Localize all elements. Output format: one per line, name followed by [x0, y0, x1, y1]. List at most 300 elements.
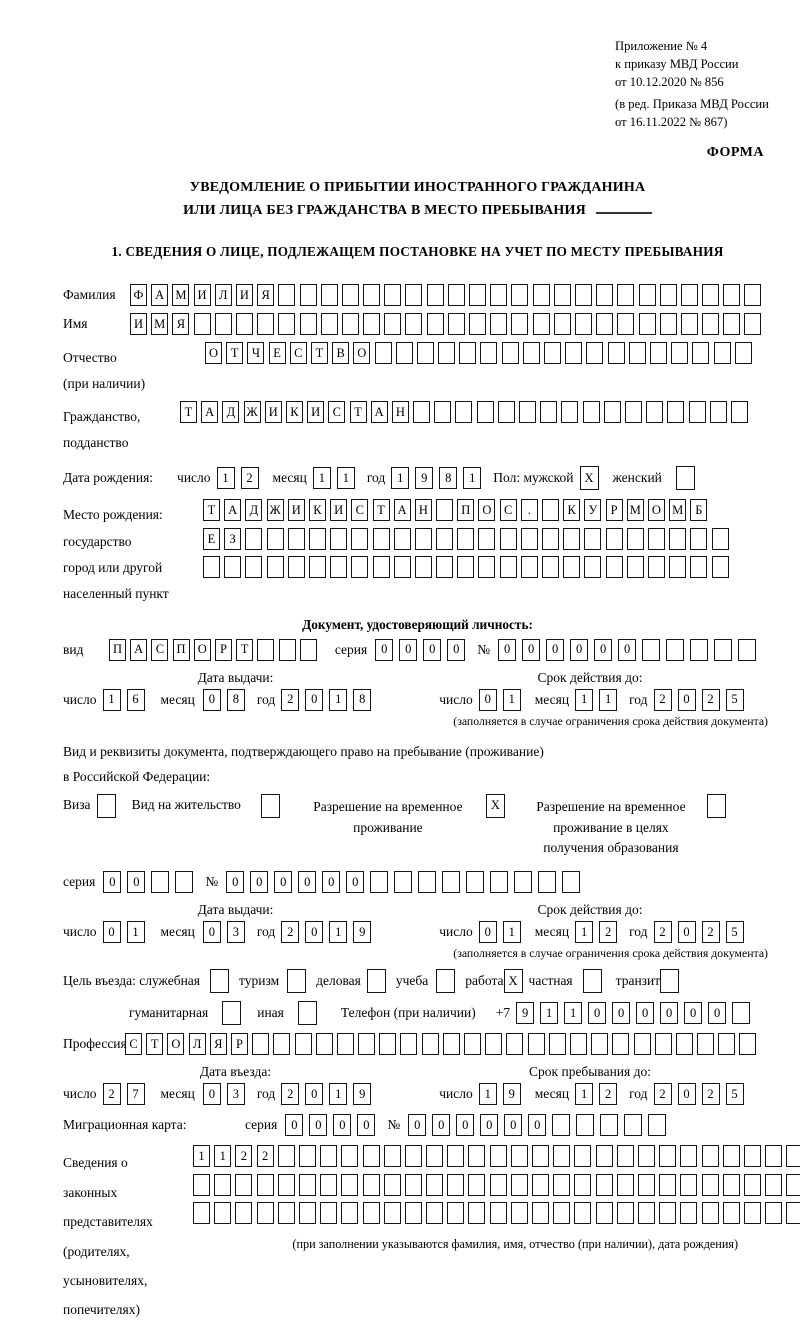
char-cell[interactable] [490, 1174, 507, 1196]
char-cell[interactable] [278, 1202, 295, 1224]
char-cell[interactable] [561, 401, 578, 423]
char-cell[interactable] [744, 284, 761, 306]
char-cell[interactable] [532, 1174, 549, 1196]
char-cell[interactable] [540, 401, 557, 423]
char-cell[interactable]: 0 [618, 639, 636, 661]
char-cell[interactable] [627, 528, 644, 550]
char-cell[interactable] [434, 401, 451, 423]
char-cell[interactable]: 1 [329, 1083, 347, 1105]
char-cell[interactable]: 2 [241, 467, 259, 489]
char-cell[interactable]: . [521, 499, 538, 521]
char-cell[interactable]: А [130, 639, 147, 661]
char-cell[interactable] [278, 313, 295, 335]
char-cell[interactable] [533, 284, 550, 306]
char-cell[interactable] [193, 1174, 210, 1196]
char-cell[interactable]: 0 [498, 639, 516, 661]
char-cell[interactable] [447, 1202, 464, 1224]
char-cell[interactable] [245, 556, 262, 578]
char-cell[interactable] [584, 556, 601, 578]
char-cell[interactable] [405, 1202, 422, 1224]
char-cell[interactable]: 9 [503, 1083, 521, 1105]
char-cell[interactable] [659, 1202, 676, 1224]
char-cell[interactable] [490, 1202, 507, 1224]
char-cell[interactable] [600, 1114, 618, 1136]
char-cell[interactable] [575, 284, 592, 306]
char-cell[interactable]: Д [245, 499, 262, 521]
char-cell[interactable] [367, 969, 386, 993]
char-cell[interactable]: И [307, 401, 324, 423]
char-cell[interactable]: 1 [103, 689, 121, 711]
char-cell[interactable] [538, 871, 556, 893]
char-cell[interactable]: 0 [333, 1114, 351, 1136]
char-cell[interactable] [257, 639, 274, 661]
char-cell[interactable] [659, 1145, 676, 1167]
char-cell[interactable] [415, 556, 432, 578]
char-cell[interactable]: Т [226, 342, 243, 364]
char-cell[interactable] [617, 313, 634, 335]
char-cell[interactable] [490, 313, 507, 335]
char-cell[interactable]: 0 [103, 921, 121, 943]
char-cell[interactable]: И [288, 499, 305, 521]
char-cell[interactable]: 2 [257, 1145, 274, 1167]
char-cell[interactable] [351, 556, 368, 578]
char-cell[interactable] [570, 1033, 587, 1055]
char-cell[interactable] [639, 313, 656, 335]
char-cell[interactable] [731, 401, 748, 423]
char-cell[interactable]: 0 [203, 689, 221, 711]
char-cell[interactable]: 0 [636, 1002, 654, 1024]
char-cell[interactable]: 0 [678, 1083, 696, 1105]
char-cell[interactable] [702, 1202, 719, 1224]
char-cell[interactable] [235, 1202, 252, 1224]
char-cell[interactable] [676, 1033, 693, 1055]
char-cell[interactable] [606, 528, 623, 550]
char-cell[interactable] [457, 528, 474, 550]
char-cell[interactable]: 7 [127, 1083, 145, 1105]
char-cell[interactable] [436, 969, 455, 993]
char-cell[interactable] [394, 871, 412, 893]
char-cell[interactable] [532, 1145, 549, 1167]
char-cell[interactable] [714, 639, 732, 661]
char-cell[interactable]: К [563, 499, 580, 521]
char-cell[interactable] [575, 313, 592, 335]
char-cell[interactable] [563, 556, 580, 578]
char-cell[interactable] [606, 556, 623, 578]
char-cell[interactable] [373, 528, 390, 550]
char-cell[interactable] [612, 1033, 629, 1055]
char-cell[interactable] [426, 1145, 443, 1167]
char-cell[interactable] [257, 1202, 274, 1224]
char-cell[interactable]: О [478, 499, 495, 521]
char-cell[interactable] [384, 313, 401, 335]
char-cell[interactable]: С [351, 499, 368, 521]
char-cell[interactable]: Р [606, 499, 623, 521]
char-cell[interactable]: Ч [247, 342, 264, 364]
char-cell[interactable] [542, 556, 559, 578]
char-cell[interactable] [214, 1174, 231, 1196]
char-cell[interactable] [660, 284, 677, 306]
char-cell[interactable] [553, 1202, 570, 1224]
char-cell[interactable] [554, 284, 571, 306]
char-cell[interactable] [681, 284, 698, 306]
char-cell[interactable]: А [371, 401, 388, 423]
char-cell[interactable]: 1 [329, 921, 347, 943]
char-cell[interactable] [457, 556, 474, 578]
char-cell[interactable]: Я [172, 313, 189, 335]
char-cell[interactable] [552, 1114, 570, 1136]
char-cell[interactable] [521, 556, 538, 578]
char-cell[interactable]: С [500, 499, 517, 521]
char-cell[interactable] [723, 1174, 740, 1196]
char-cell[interactable]: 0 [522, 639, 540, 661]
char-cell[interactable]: Н [392, 401, 409, 423]
char-cell[interactable]: М [669, 499, 686, 521]
char-cell[interactable]: 1 [217, 467, 235, 489]
char-cell[interactable]: 2 [702, 921, 720, 943]
char-cell[interactable] [511, 284, 528, 306]
char-cell[interactable] [468, 1202, 485, 1224]
char-cell[interactable] [634, 1033, 651, 1055]
char-cell[interactable]: 1 [575, 921, 593, 943]
char-cell[interactable] [316, 1033, 333, 1055]
char-cell[interactable] [744, 1145, 761, 1167]
char-cell[interactable] [295, 1033, 312, 1055]
char-cell[interactable] [193, 1202, 210, 1224]
char-cell[interactable] [765, 1145, 782, 1167]
char-cell[interactable]: Т [373, 499, 390, 521]
char-cell[interactable] [646, 401, 663, 423]
char-cell[interactable] [574, 1174, 591, 1196]
char-cell[interactable] [739, 1033, 756, 1055]
char-cell[interactable] [786, 1202, 800, 1224]
char-cell[interactable] [427, 284, 444, 306]
char-cell[interactable] [744, 1174, 761, 1196]
char-cell[interactable] [650, 342, 667, 364]
char-cell[interactable] [468, 1145, 485, 1167]
char-cell[interactable] [765, 1174, 782, 1196]
char-cell[interactable] [542, 528, 559, 550]
char-cell[interactable]: А [201, 401, 218, 423]
char-cell[interactable] [418, 871, 436, 893]
char-cell[interactable] [617, 1202, 634, 1224]
char-cell[interactable] [648, 556, 665, 578]
char-cell[interactable]: 1 [540, 1002, 558, 1024]
char-cell[interactable] [363, 1174, 380, 1196]
char-cell[interactable]: 0 [588, 1002, 606, 1024]
char-cell[interactable]: С [151, 639, 168, 661]
char-cell[interactable] [502, 342, 519, 364]
char-cell[interactable]: С [328, 401, 345, 423]
char-cell[interactable] [384, 1174, 401, 1196]
char-cell[interactable] [554, 313, 571, 335]
char-cell[interactable] [394, 556, 411, 578]
char-cell[interactable]: 1 [463, 467, 481, 489]
char-cell[interactable]: Л [189, 1033, 206, 1055]
char-cell[interactable] [625, 401, 642, 423]
char-cell[interactable]: 2 [599, 1083, 617, 1105]
char-cell[interactable] [786, 1174, 800, 1196]
char-cell[interactable] [330, 528, 347, 550]
char-cell[interactable]: 0 [203, 921, 221, 943]
char-cell[interactable] [477, 401, 494, 423]
char-cell[interactable]: 2 [702, 1083, 720, 1105]
char-cell[interactable] [490, 284, 507, 306]
char-cell[interactable] [583, 969, 602, 993]
char-cell[interactable] [342, 284, 359, 306]
char-cell[interactable]: 0 [309, 1114, 327, 1136]
char-cell[interactable]: Ж [267, 499, 284, 521]
char-cell[interactable]: 1 [575, 689, 593, 711]
char-cell[interactable]: 0 [375, 639, 393, 661]
char-cell[interactable] [638, 1174, 655, 1196]
char-cell[interactable]: Т [146, 1033, 163, 1055]
char-cell[interactable]: 0 [305, 689, 323, 711]
char-cell[interactable]: 0 [408, 1114, 426, 1136]
char-cell[interactable] [320, 1174, 337, 1196]
char-cell[interactable] [442, 871, 460, 893]
char-cell[interactable]: 1 [214, 1145, 231, 1167]
char-cell[interactable]: Т [236, 639, 253, 661]
char-cell[interactable]: Я [257, 284, 274, 306]
char-cell[interactable]: 1 [503, 921, 521, 943]
char-cell[interactable]: 0 [127, 871, 145, 893]
char-cell[interactable] [549, 1033, 566, 1055]
char-cell[interactable]: 1 [313, 467, 331, 489]
char-cell[interactable] [689, 401, 706, 423]
char-cell[interactable] [363, 313, 380, 335]
char-cell[interactable] [175, 871, 193, 893]
char-cell[interactable] [500, 528, 517, 550]
char-cell[interactable] [744, 313, 761, 335]
char-cell[interactable] [320, 1145, 337, 1167]
char-cell[interactable] [478, 528, 495, 550]
char-cell[interactable]: 0 [479, 689, 497, 711]
char-cell[interactable]: 3 [227, 1083, 245, 1105]
char-cell[interactable] [273, 1033, 290, 1055]
char-cell[interactable]: 0 [594, 639, 612, 661]
char-cell[interactable] [426, 1174, 443, 1196]
char-cell[interactable]: П [457, 499, 474, 521]
char-cell[interactable] [553, 1145, 570, 1167]
char-cell[interactable]: 6 [127, 689, 145, 711]
char-cell[interactable] [533, 313, 550, 335]
char-cell[interactable]: О [648, 499, 665, 521]
char-cell[interactable] [245, 528, 262, 550]
char-cell[interactable] [671, 342, 688, 364]
char-cell[interactable]: 0 [678, 689, 696, 711]
char-cell[interactable]: Е [203, 528, 220, 550]
char-cell[interactable]: А [394, 499, 411, 521]
char-cell[interactable] [222, 1001, 241, 1025]
char-cell[interactable]: 2 [654, 921, 672, 943]
char-cell[interactable] [702, 313, 719, 335]
char-cell[interactable] [660, 969, 679, 993]
char-cell[interactable] [459, 342, 476, 364]
char-cell[interactable] [443, 1033, 460, 1055]
char-cell[interactable]: П [109, 639, 126, 661]
char-cell[interactable] [203, 556, 220, 578]
char-cell[interactable] [279, 639, 296, 661]
char-cell[interactable] [257, 1174, 274, 1196]
char-cell[interactable]: 1 [193, 1145, 210, 1167]
char-cell[interactable]: Р [215, 639, 232, 661]
char-cell[interactable]: С [125, 1033, 142, 1055]
char-cell[interactable] [417, 342, 434, 364]
char-cell[interactable] [413, 401, 430, 423]
char-cell[interactable] [436, 528, 453, 550]
char-cell[interactable]: 1 [503, 689, 521, 711]
char-cell[interactable] [563, 528, 580, 550]
char-cell[interactable]: 2 [281, 1083, 299, 1105]
char-cell[interactable] [680, 1202, 697, 1224]
char-cell[interactable] [532, 1202, 549, 1224]
char-cell[interactable]: Т [350, 401, 367, 423]
char-cell[interactable] [309, 556, 326, 578]
char-cell[interactable]: 1 [391, 467, 409, 489]
char-cell[interactable] [469, 313, 486, 335]
char-cell[interactable]: И [330, 499, 347, 521]
char-cell[interactable] [584, 528, 601, 550]
char-cell[interactable]: 0 [528, 1114, 546, 1136]
char-cell[interactable] [712, 556, 729, 578]
char-cell[interactable]: 2 [599, 921, 617, 943]
char-cell[interactable] [714, 342, 731, 364]
char-cell[interactable]: К [286, 401, 303, 423]
char-cell[interactable]: Т [180, 401, 197, 423]
char-cell[interactable] [299, 1202, 316, 1224]
char-cell[interactable] [384, 284, 401, 306]
char-cell[interactable] [278, 1174, 295, 1196]
char-cell[interactable]: 0 [305, 1083, 323, 1105]
char-cell[interactable] [468, 1174, 485, 1196]
char-cell[interactable] [511, 1174, 528, 1196]
char-cell[interactable] [702, 1145, 719, 1167]
char-cell[interactable] [642, 639, 660, 661]
char-cell[interactable] [648, 1114, 666, 1136]
char-cell[interactable]: 9 [415, 467, 433, 489]
char-cell[interactable] [490, 871, 508, 893]
char-cell[interactable] [215, 313, 232, 335]
char-cell[interactable]: Т [203, 499, 220, 521]
char-cell[interactable]: Я [210, 1033, 227, 1055]
char-cell[interactable]: 0 [322, 871, 340, 893]
char-cell[interactable] [405, 1174, 422, 1196]
char-cell[interactable] [617, 284, 634, 306]
char-cell[interactable] [608, 342, 625, 364]
char-cell[interactable] [490, 1145, 507, 1167]
char-cell[interactable] [669, 556, 686, 578]
char-cell[interactable] [363, 1202, 380, 1224]
char-cell[interactable]: 0 [684, 1002, 702, 1024]
char-cell[interactable] [680, 1145, 697, 1167]
char-cell[interactable]: А [151, 284, 168, 306]
char-cell[interactable] [591, 1033, 608, 1055]
char-cell[interactable] [363, 1145, 380, 1167]
char-cell[interactable]: 5 [726, 689, 744, 711]
char-cell[interactable] [252, 1033, 269, 1055]
char-cell[interactable]: М [172, 284, 189, 306]
char-cell[interactable] [257, 313, 274, 335]
char-cell[interactable]: 0 [678, 921, 696, 943]
char-cell[interactable]: 1 [337, 467, 355, 489]
char-cell[interactable] [341, 1174, 358, 1196]
char-cell[interactable] [485, 1033, 502, 1055]
char-cell[interactable] [384, 1145, 401, 1167]
char-cell[interactable] [330, 556, 347, 578]
char-cell[interactable]: X [486, 794, 505, 818]
char-cell[interactable] [669, 528, 686, 550]
char-cell[interactable]: 0 [103, 871, 121, 893]
char-cell[interactable]: 0 [274, 871, 292, 893]
char-cell[interactable] [655, 1033, 672, 1055]
char-cell[interactable]: 0 [423, 639, 441, 661]
char-cell[interactable] [321, 284, 338, 306]
char-cell[interactable] [692, 342, 709, 364]
char-cell[interactable] [455, 401, 472, 423]
char-cell[interactable] [427, 313, 444, 335]
char-cell[interactable] [300, 313, 317, 335]
char-cell[interactable] [562, 871, 580, 893]
char-cell[interactable] [765, 1202, 782, 1224]
char-cell[interactable]: 0 [298, 871, 316, 893]
char-cell[interactable] [511, 313, 528, 335]
char-cell[interactable] [680, 1174, 697, 1196]
char-cell[interactable]: 1 [575, 1083, 593, 1105]
char-cell[interactable] [300, 284, 317, 306]
char-cell[interactable]: М [151, 313, 168, 335]
char-cell[interactable] [500, 556, 517, 578]
char-cell[interactable]: 2 [654, 1083, 672, 1105]
char-cell[interactable] [744, 1202, 761, 1224]
char-cell[interactable] [405, 313, 422, 335]
char-cell[interactable] [394, 528, 411, 550]
char-cell[interactable] [629, 342, 646, 364]
char-cell[interactable] [287, 969, 306, 993]
char-cell[interactable]: 0 [447, 639, 465, 661]
char-cell[interactable]: Ф [130, 284, 147, 306]
char-cell[interactable] [707, 794, 726, 818]
char-cell[interactable] [667, 401, 684, 423]
char-cell[interactable] [448, 313, 465, 335]
char-cell[interactable] [732, 1002, 750, 1024]
char-cell[interactable] [267, 556, 284, 578]
char-cell[interactable]: 9 [516, 1002, 534, 1024]
char-cell[interactable] [373, 556, 390, 578]
char-cell[interactable]: М [627, 499, 644, 521]
char-cell[interactable]: И [236, 284, 253, 306]
char-cell[interactable] [447, 1174, 464, 1196]
char-cell[interactable] [583, 401, 600, 423]
char-cell[interactable]: 0 [357, 1114, 375, 1136]
char-cell[interactable] [299, 1174, 316, 1196]
char-cell[interactable] [236, 313, 253, 335]
char-cell[interactable] [506, 1033, 523, 1055]
char-cell[interactable]: У [584, 499, 601, 521]
char-cell[interactable] [712, 528, 729, 550]
char-cell[interactable] [469, 284, 486, 306]
char-cell[interactable] [723, 1202, 740, 1224]
char-cell[interactable] [300, 639, 317, 661]
char-cell[interactable]: 0 [504, 1114, 522, 1136]
char-cell[interactable]: 2 [702, 689, 720, 711]
char-cell[interactable] [466, 871, 484, 893]
char-cell[interactable]: 0 [432, 1114, 450, 1136]
char-cell[interactable] [596, 1202, 613, 1224]
char-cell[interactable]: И [265, 401, 282, 423]
char-cell[interactable]: 0 [546, 639, 564, 661]
char-cell[interactable]: 0 [226, 871, 244, 893]
char-cell[interactable]: 2 [281, 689, 299, 711]
